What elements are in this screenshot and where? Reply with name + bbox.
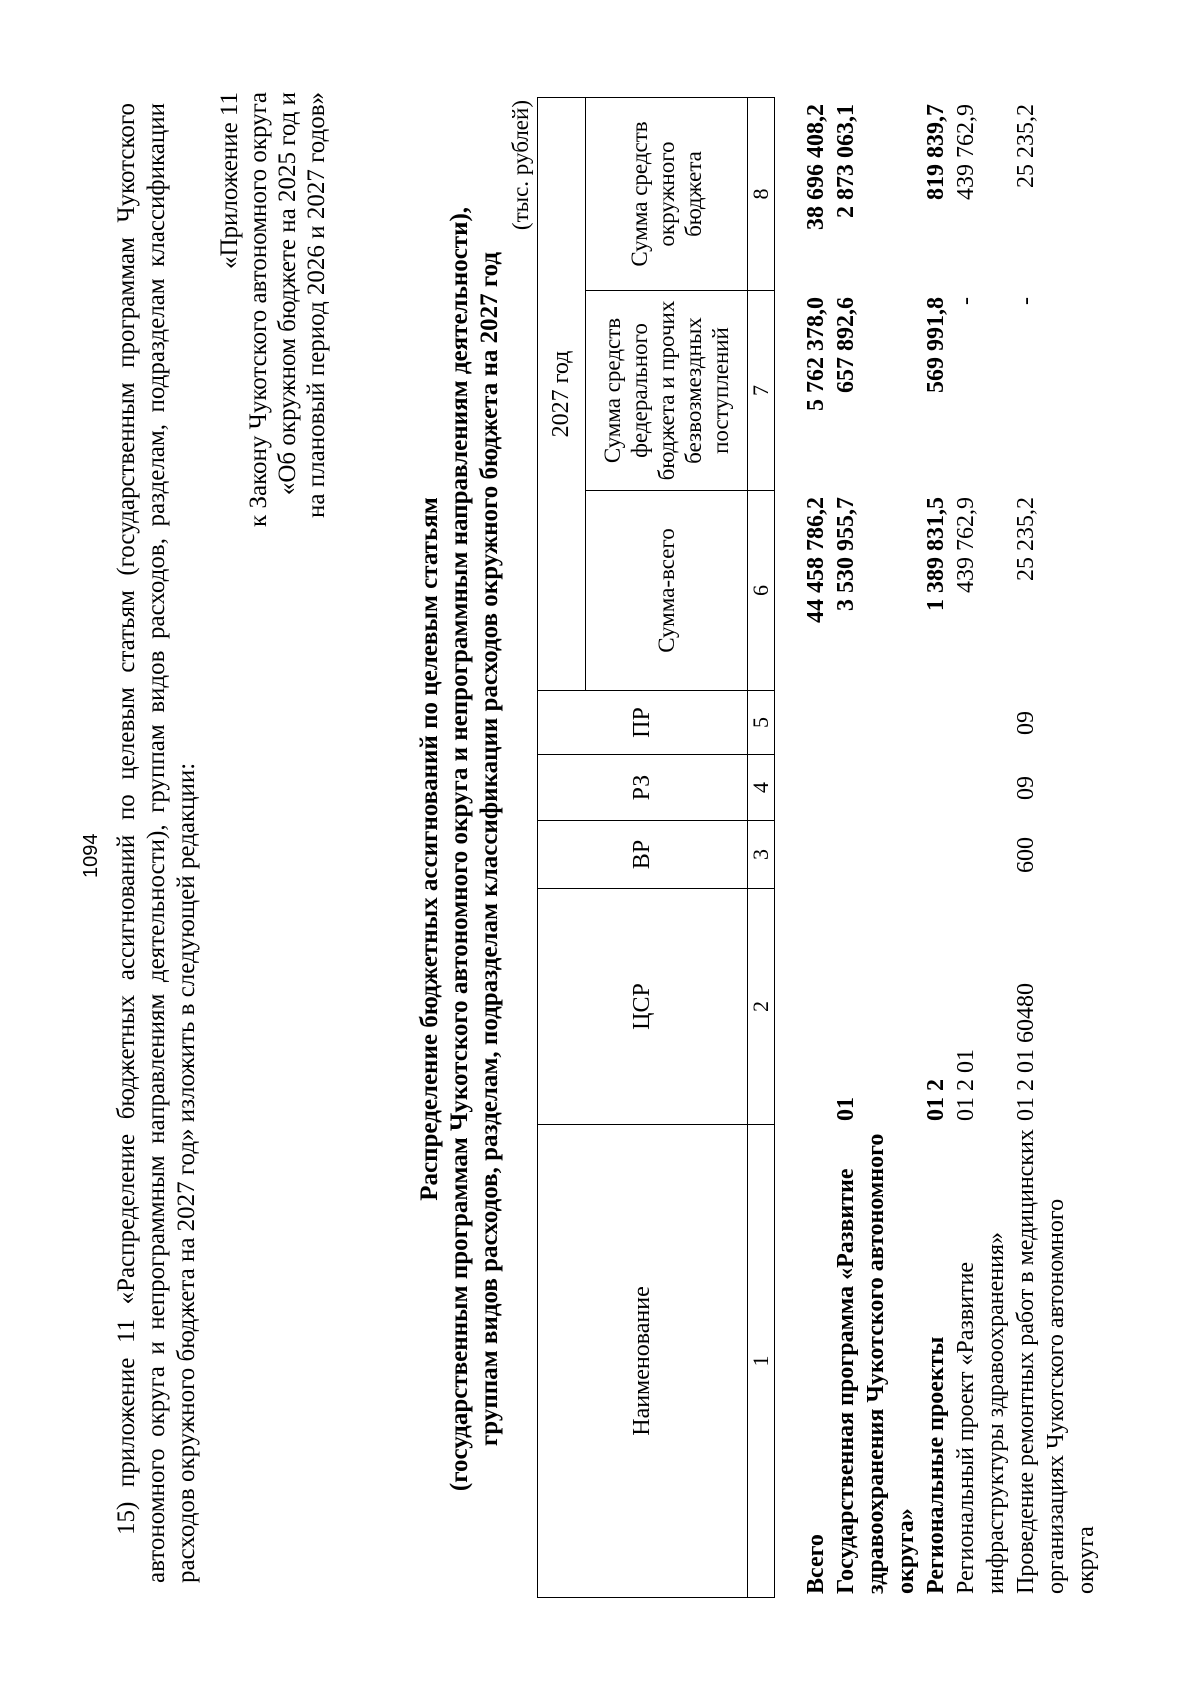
cell-rz <box>951 755 1011 821</box>
cell-district: 38 696 408,2 <box>803 104 829 230</box>
cell-vr <box>921 821 951 889</box>
cell-district: 819 839,7 <box>923 104 949 200</box>
cell-rz: 09 <box>1013 776 1039 800</box>
table-header <box>537 97 775 1598</box>
cell-pr <box>951 691 1011 755</box>
appendix-line-3: «Об окружном бюджете на 2025 год и <box>274 92 301 496</box>
header-vr: ВР <box>538 821 748 889</box>
header-district: Сумма средств окружного бюджета <box>586 98 748 291</box>
cell-federal: 569 991,8 <box>923 297 949 393</box>
page-number: 1094 <box>80 833 102 878</box>
col-number: 7 <box>748 291 775 491</box>
intro-paragraph <box>112 103 202 1583</box>
cell-vr <box>801 821 831 889</box>
cell-vr <box>951 821 1011 889</box>
col-number: 2 <box>748 889 775 1125</box>
col-number: 3 <box>748 821 775 889</box>
table-row <box>831 98 921 1598</box>
header-csr: ЦСР <box>538 889 748 1125</box>
col-number: 6 <box>748 491 775 691</box>
col-number: 5 <box>748 691 775 755</box>
cell-district: 439 762,9 <box>953 104 979 200</box>
cell-federal: 5 762 378,0 <box>803 297 829 411</box>
title-line-1: Распределение бюджетных ассигнований по целевым статьям <box>416 497 443 1201</box>
header-rz: РЗ <box>538 755 748 821</box>
cell-total: 44 458 786,2 <box>803 497 829 623</box>
header-year: 2027 год <box>538 98 586 691</box>
header-pr: ПР <box>538 691 748 755</box>
cell-vr: 600 <box>1013 837 1039 873</box>
col-number: 8 <box>748 98 775 291</box>
title-line-3: группам видов расходов, разделам, подразделам классификации расходов окружного бюджета на 2027 год <box>476 251 503 1447</box>
cell-csr <box>801 889 831 1125</box>
cell-total: 1 389 831,5 <box>923 497 949 611</box>
cell-name: Государственная программа «Развитие здравоохранения Чукотского автономного округа» <box>833 1133 919 1594</box>
cell-rz <box>801 755 831 821</box>
table-row <box>1011 98 1101 1598</box>
table-body <box>801 98 1101 1598</box>
document-title <box>415 100 505 1598</box>
cell-csr: 01 <box>833 1097 859 1121</box>
cell-pr <box>801 691 831 755</box>
cell-name: Региональный проект «Развитие инфраструктуры здравоохранения» <box>953 1231 1009 1594</box>
table-row <box>951 98 1011 1598</box>
cell-federal: 657 892,6 <box>833 297 859 393</box>
cell-rz <box>921 755 951 821</box>
title-line-2: (государственным программам Чукотского автономного округа и непрограммным направлениям деятельности), <box>446 206 473 1492</box>
cell-csr: 01 2 01 60480 <box>1013 983 1039 1121</box>
appendix-line-4: на плановый период 2026 и 2027 годов» <box>303 92 330 518</box>
table-row <box>921 98 951 1598</box>
cell-name: Проведение ремонтных работ в медицинских организациях Чукотского автономного округа <box>1013 1129 1099 1594</box>
cell-vr <box>831 821 921 889</box>
cell-pr: 09 <box>1013 711 1039 735</box>
intro-text: 15) приложение 11 «Распределение бюджетных ассигнований по целевым статьям (государственным программам Чукотского автономного округа и непрограммным направлениям деятельности), группам видов расходов, разделам, подразделам классификации расходов окружного бюджета на 2027 год» изложить в следующей редакции: <box>113 103 200 1583</box>
units-label: (тыс. рублей) <box>508 100 533 231</box>
cell-pr <box>921 691 951 755</box>
header-name: Наименование <box>538 1125 748 1598</box>
header-total: Сумма-всего <box>586 491 748 691</box>
cell-pr <box>831 691 921 755</box>
table-row <box>801 98 831 1598</box>
cell-federal: - <box>953 297 979 305</box>
cell-district: 25 235,2 <box>1013 104 1039 188</box>
cell-name: Региональные проекты <box>923 1336 949 1594</box>
cell-total: 25 235,2 <box>1013 497 1039 581</box>
col-number: 1 <box>748 1125 775 1598</box>
col-number: 4 <box>748 755 775 821</box>
appendix-reference <box>215 92 331 527</box>
appendix-line-2: к Закону Чукотского автономного округа <box>245 92 272 527</box>
cell-name: Всего <box>803 1534 829 1594</box>
cell-total: 439 762,9 <box>953 497 979 593</box>
appendix-line-1: «Приложение 11 <box>216 92 243 270</box>
cell-total: 3 530 955,7 <box>833 497 859 611</box>
cell-rz <box>831 755 921 821</box>
cell-csr: 01 2 01 <box>953 1049 979 1121</box>
cell-district: 2 873 063,1 <box>833 104 859 218</box>
cell-csr: 01 2 <box>923 1079 949 1121</box>
cell-federal: - <box>1013 297 1039 305</box>
header-federal: Сумма средств федерального бюджета и прочих безвозмездных поступлений <box>586 291 748 491</box>
